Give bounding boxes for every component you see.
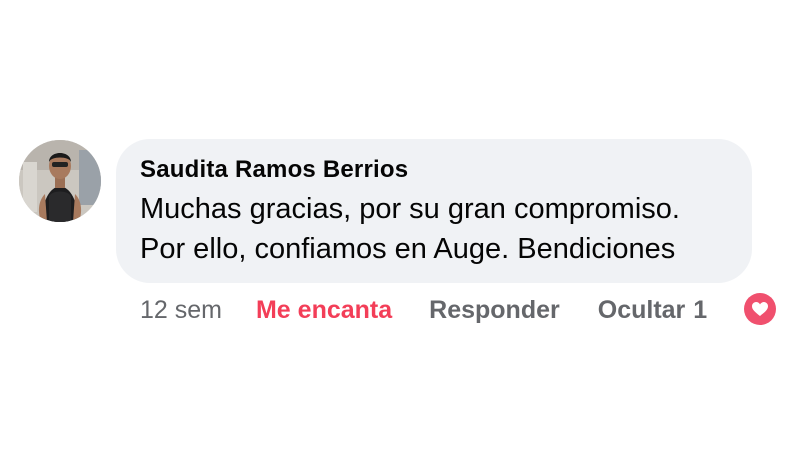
comment-text-line: Muchas gracias, por su gran compromiso.: [140, 193, 680, 225]
reply-button[interactable]: Responder: [429, 295, 560, 324]
avatar[interactable]: [19, 140, 101, 222]
timestamp[interactable]: 12 sem: [140, 295, 222, 324]
react-button[interactable]: Me encanta: [255, 295, 393, 324]
comment-author[interactable]: Saudita Ramos Berrios: [140, 156, 409, 183]
comment-bubble: [116, 139, 752, 283]
reaction-count[interactable]: 1: [693, 295, 708, 324]
comment-text-line: Por ello, confiamos en Auge. Bendiciones: [140, 233, 676, 265]
comment-actions: [140, 293, 707, 327]
heart-icon: [744, 293, 776, 325]
comment-text: [140, 189, 728, 269]
reaction-badge[interactable]: [741, 290, 779, 328]
hide-button[interactable]: Ocultar: [597, 295, 686, 324]
